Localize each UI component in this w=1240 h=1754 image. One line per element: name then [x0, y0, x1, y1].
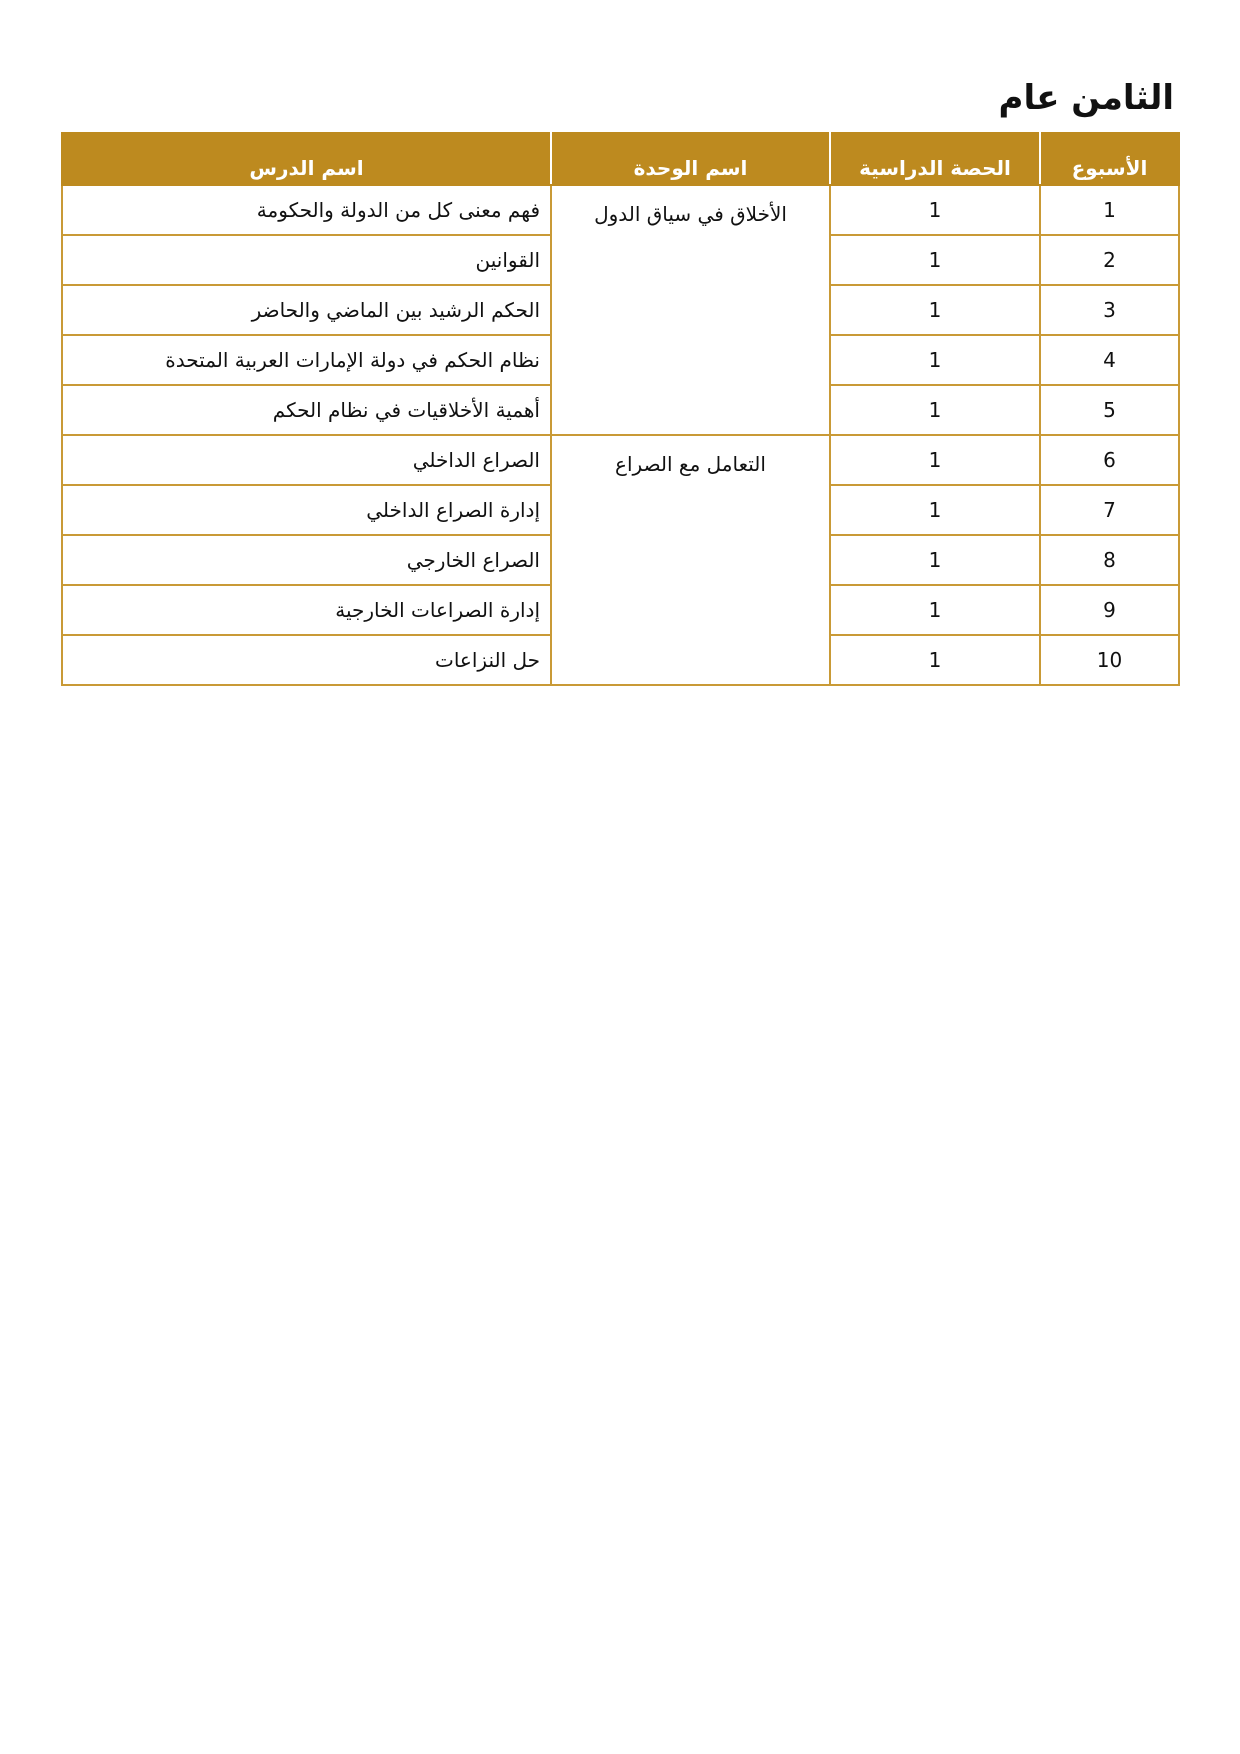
lesson-cell: إدارة الصراعات الخارجية: [62, 585, 551, 635]
period-cell: 1: [830, 285, 1040, 335]
lesson-cell: حل النزاعات: [62, 635, 551, 685]
week-cell: 1: [1040, 185, 1179, 235]
week-cell: 2: [1040, 235, 1179, 285]
period-cell: 1: [830, 235, 1040, 285]
lesson-cell: إدارة الصراع الداخلي: [62, 485, 551, 535]
week-cell: 6: [1040, 435, 1179, 485]
period-cell: 1: [830, 185, 1040, 235]
header-week: الأسبوع: [1040, 133, 1179, 185]
week-cell: 9: [1040, 585, 1179, 635]
period-cell: 1: [830, 335, 1040, 385]
week-cell: 3: [1040, 285, 1179, 335]
header-period: الحصة الدراسية: [830, 133, 1040, 185]
period-cell: 1: [830, 635, 1040, 685]
curriculum-table: [61, 132, 1180, 686]
lesson-cell: أهمية الأخلاقيات في نظام الحكم: [62, 385, 551, 435]
period-cell: 1: [830, 385, 1040, 435]
week-cell: 5: [1040, 385, 1179, 435]
lesson-cell: فهم معنى كل من الدولة والحكومة: [62, 185, 551, 235]
table-header-row: [62, 133, 1179, 185]
unit-cell: الأخلاق في سياق الدول: [551, 185, 830, 435]
week-cell: 10: [1040, 635, 1179, 685]
period-cell: 1: [830, 435, 1040, 485]
lesson-cell: نظام الحكم في دولة الإمارات العربية المتحدة: [62, 335, 551, 385]
lesson-cell: الصراع الداخلي: [62, 435, 551, 485]
week-cell: 7: [1040, 485, 1179, 535]
header-lesson: اسم الدرس: [62, 133, 551, 185]
table-row: [62, 435, 1179, 485]
lesson-cell: الحكم الرشيد بين الماضي والحاضر: [62, 285, 551, 335]
header-unit: اسم الوحدة: [551, 133, 830, 185]
period-cell: 1: [830, 535, 1040, 585]
lesson-cell: الصراع الخارجي: [62, 535, 551, 585]
unit-cell: التعامل مع الصراع: [551, 435, 830, 685]
table-row: [62, 185, 1179, 235]
week-cell: 8: [1040, 535, 1179, 585]
lesson-cell: القوانين: [62, 235, 551, 285]
period-cell: 1: [830, 485, 1040, 535]
week-cell: 4: [1040, 335, 1179, 385]
period-cell: 1: [830, 585, 1040, 635]
page-title: الثامن عام: [998, 78, 1174, 118]
